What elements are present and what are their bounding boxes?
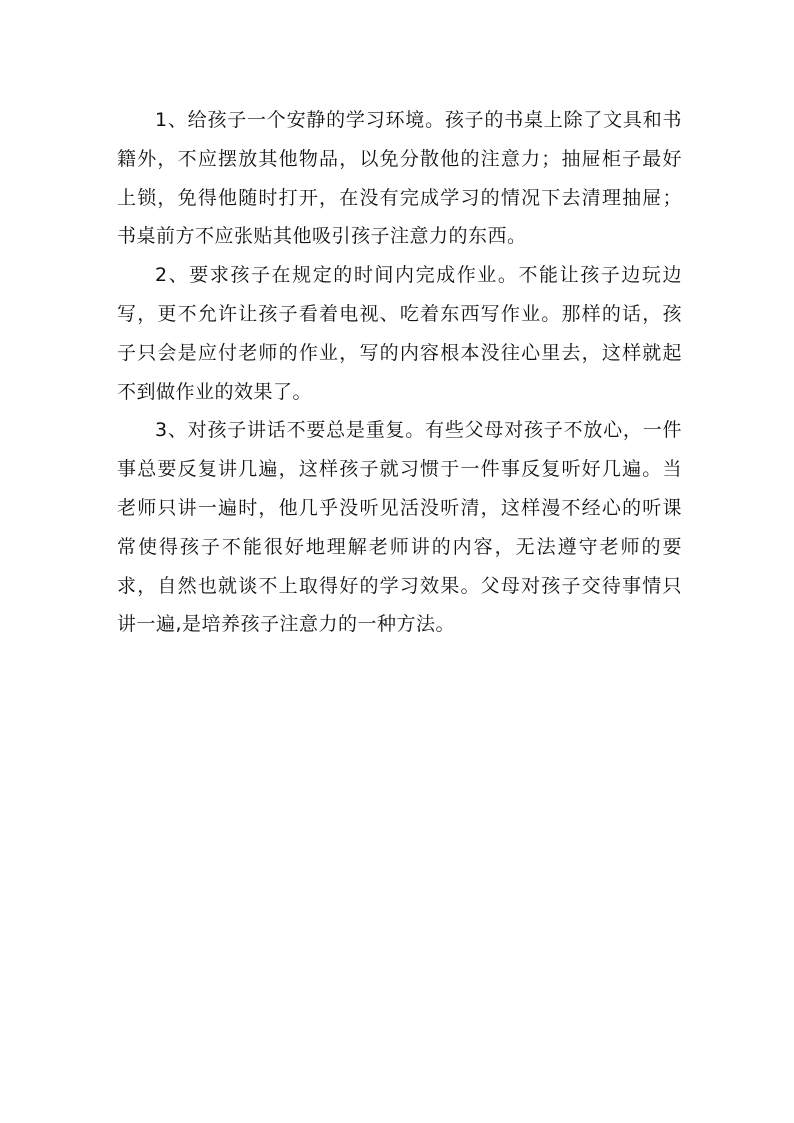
document-body: [117, 101, 682, 644]
paragraph-3: 3、对孩子讲话不要总是重复。有些父母对孩子不放心，一件事总要反复讲几遍，这样孩子就习惯于一件事反复听好几遍。当老师只讲一遍时，他几乎没听见活没听清，这样漫不经心的听课常使得孩子不能很好地理解老师讲的内容，无法遵守老师的要求，自然也就谈不上取得好的学习效果。父母对孩子交待事情只讲一遍,是培养孩子注意力的一种方法。: [117, 419, 682, 636]
paragraph-2: 2、要求孩子在规定的时间内完成作业。不能让孩子边玩边写，更不允许让孩子看着电视、吃着东西写作业。那样的话，孩子只会是应付老师的作业，写的内容根本没往心里去，这样就起不到做作业的效果了。: [117, 264, 682, 403]
paragraph-1: 1、给孩子一个安静的学习环境。孩子的书桌上除了文具和书籍外，不应摆放其他物品，以免分散他的注意力；抽屉柜子最好上锁，免得他随时打开，在没有完成学习的情况下去清理抽屉；书桌前方不应张贴其他吸引孩子注意力的东西。: [117, 109, 682, 248]
